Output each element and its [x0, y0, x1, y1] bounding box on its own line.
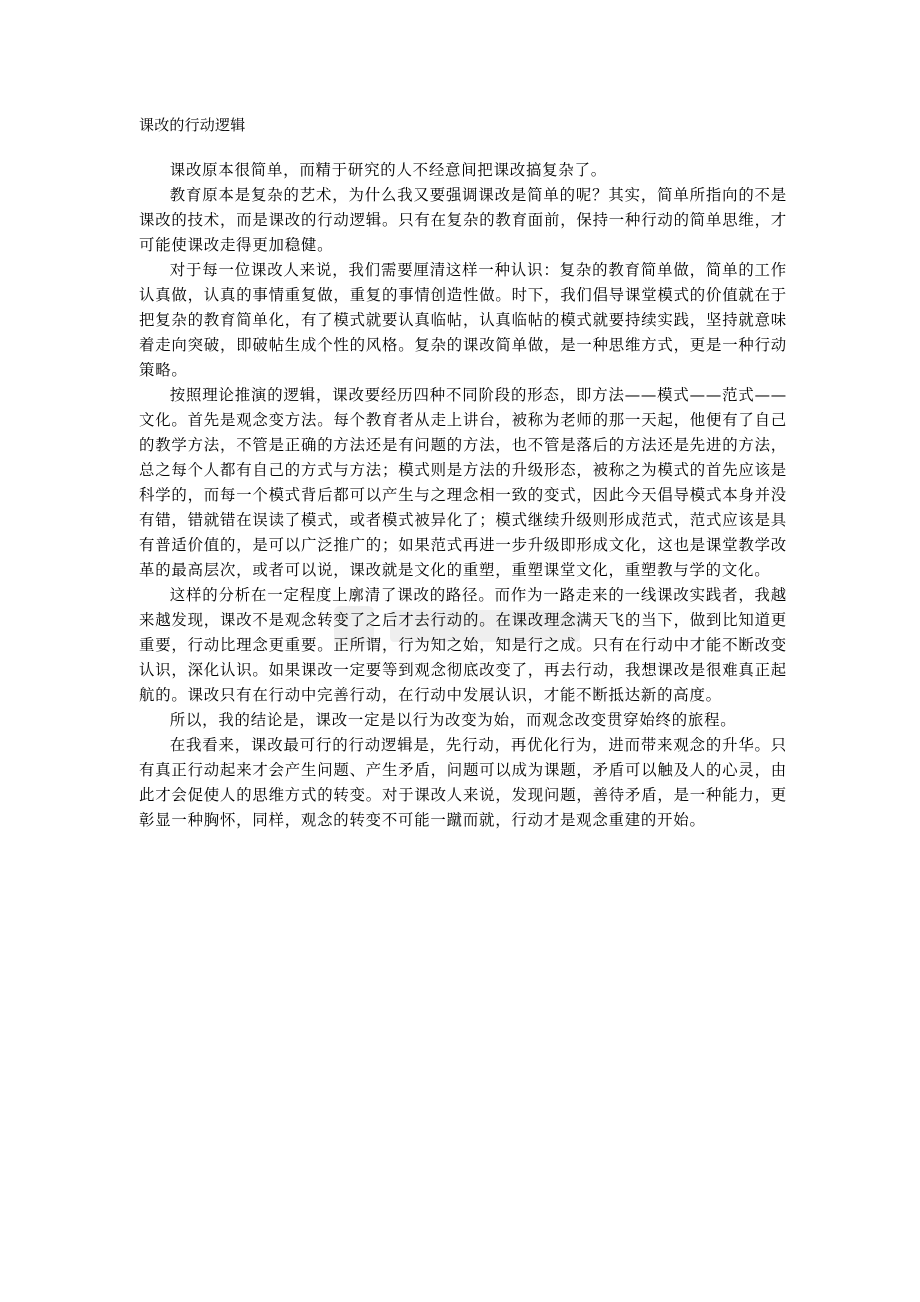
- paragraph: 所以，我的结论是，课改一定是以行为改变为始，而观念改变贯穿始终的旅程。: [169, 711, 737, 729]
- paragraph: 对于每一位课改人来说，我们需要厘清这样一种认识：复杂的教育简单做，简单的工作认真做，认真的事情重复做，重复的事情创造性做。时下，我们倡导课堂模式的价值就在于把复杂的教育简单化，有了模式就要认真临帖，认真临帖的模式就要持续实践，坚持就意味着走向突破，即破帖生成个性的风格。复杂的课改简单做，是一种思维方式，更是一种行动策略。: [139, 261, 787, 379]
- document-body: [139, 158, 787, 833]
- paragraph: 在我看来，课改最可行的行动逻辑是，先行动，再优化行为，进而带来观念的升华。只有真正行动起来才会产生问题、产生矛盾，问题可以成为课题，矛盾可以触及人的心灵，由此才会促使人的思维方式的转变。对于课改人来说，发现问题，善待矛盾，是一种能力，更彰显一种胸怀，同样，观念的转变不可能一蹴而就，行动才是观念重建的开始。: [139, 736, 787, 829]
- paragraph: 按照理论推演的逻辑，课改要经历四种不同阶段的形态，即方法——模式——范式——文化。首先是观念变方法。每个教育者从走上讲台，被称为老师的那一天起，他便有了自己的教学方法，不管是正确的方法还是有问题的方法，也不管是落后的方法还是先进的方法，总之每个人都有自己的方式与方法；模式则是方法的升级形态，被称之为模式的首先应该是科学的，而每一个模式背后都可以产生与之理念相一致的变式，因此今天倡导模式本身并没有错，错就错在误读了模式，或者模式被异化了；模式继续升级则形成范式，范式应该是具有普适价值的，是可以广泛推广的；如果范式再进一步升级即形成文化，这也是课堂教学改革的最高层次，或者可以说，课改就是文化的重塑，重塑课堂文化，重塑教与学的文化。: [139, 386, 787, 579]
- paragraph: 这样的分析在一定程度上廓清了课改的路径。而作为一路走来的一线课改实践者，我越来越发现，课改不是观念转变了之后才去行动的。在课改理念满天飞的当下，做到比知道更重要，行动比理念更重要。正所谓，行为知之始，知是行之成。只有在行动中才能不断改变认识，深化认识。如果课改一定要等到观念彻底改变了，再去行动，我想课改是很难真正起航的。课改只有在行动中完善行动，在行动中发展认识，才能不断抵达新的高度。: [139, 586, 787, 704]
- paragraph: 课改原本很简单，而精于研究的人不经意间把课改搞复杂了。: [169, 161, 607, 179]
- paragraph: 教育原本是复杂的艺术，为什么我又要强调课改是简单的呢？其实，简单所指向的不是课改的技术，而是课改的行动逻辑。只有在复杂的教育面前，保持一种行动的简单思维，才可能使课改走得更加稳健。: [139, 186, 787, 254]
- document-title: 课改的行动逻辑: [139, 116, 246, 134]
